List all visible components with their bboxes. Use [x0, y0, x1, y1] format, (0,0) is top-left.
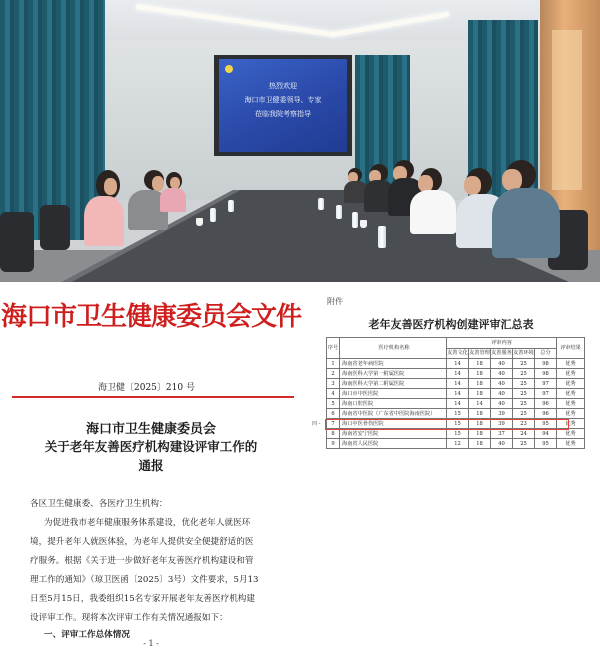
cell-total: 96 [535, 409, 557, 419]
header-grade: 评审结果 [557, 338, 585, 359]
cell-grade: 优秀 [557, 429, 585, 439]
highlight-box [325, 419, 569, 430]
cell-score: 25 [513, 399, 535, 409]
cell-total: 96 [535, 399, 557, 409]
cell-grade: 优秀 [557, 399, 585, 409]
cell-score: 39 [491, 409, 513, 419]
projector-screen [219, 59, 347, 152]
header-name: 医疗机构名称 [340, 338, 447, 359]
cell-name: 海南医科大学第二附属医院 [340, 379, 447, 389]
cell-score: 40 [491, 369, 513, 379]
cell-score: 25 [513, 389, 535, 399]
header-score: 友善环境 [513, 348, 535, 359]
body-line: 为促进我市老年健康服务体系建设，优化老年人就医环 [44, 518, 251, 528]
cell-score: 25 [513, 359, 535, 369]
table-row [327, 429, 585, 439]
cell-grade: 优秀 [557, 409, 585, 419]
cell-score: 40 [491, 439, 513, 449]
cell-name: 海南省安宁医院 [340, 429, 447, 439]
water-bottle [352, 212, 358, 228]
cell-score: 18 [469, 369, 491, 379]
cell-no: 2 [327, 369, 340, 379]
cup [360, 220, 367, 228]
table-row [327, 369, 585, 379]
cell-total: 97 [535, 389, 557, 399]
cell-name: 海南医科大学第一附属医院 [340, 369, 447, 379]
evaluation-table [326, 337, 585, 449]
cell-score: 40 [491, 399, 513, 409]
body-line: 境，提升老年人就医体验，为老年人提供安全便捷舒适的医 [30, 537, 254, 547]
cell-score: 40 [491, 379, 513, 389]
header-score: 友善服务 [491, 348, 513, 359]
screen-line-3: 莅临我院考察指导 [255, 110, 311, 118]
body-line: 设评审工作。现将本次评审工作有关情况通报如下： [30, 613, 228, 623]
cell-score: 14 [447, 389, 469, 399]
cell-score: 18 [469, 429, 491, 439]
header-no: 序号 [327, 338, 340, 359]
cell-score: 18 [469, 419, 491, 429]
screen-line-1: 热烈欢迎 [269, 82, 297, 90]
table-row [327, 389, 585, 399]
cell-grade: 优秀 [557, 369, 585, 379]
cell-score: 25 [513, 379, 535, 389]
header-total: 总分 [535, 348, 557, 359]
header-group: 评审内容 [447, 338, 557, 349]
document-title-line: 通报 [138, 458, 164, 473]
screen-line-2: 海口市卫健委领导、专家 [244, 96, 322, 104]
cell-no: 7 [327, 419, 340, 429]
table-title: 老年友善医疗机构创建评审汇总表 [368, 318, 534, 331]
cell-score: 40 [491, 389, 513, 399]
water-bottle [228, 200, 234, 212]
cell-total: 95 [535, 419, 557, 429]
cell-score: 18 [469, 379, 491, 389]
cell-no: 5 [327, 399, 340, 409]
body-line: 理工作的通知》（琼卫医函〔2025〕3号）文件要求，5月13 [30, 575, 259, 585]
header-score: 友善管理 [469, 348, 491, 359]
chair [0, 212, 34, 272]
document-number: 海卫健〔2025〕210 号 [98, 383, 195, 393]
cell-grade: 优秀 [557, 419, 585, 429]
cell-score: 14 [447, 359, 469, 369]
cell-score: 25 [513, 409, 535, 419]
notice-document [0, 282, 302, 660]
cell-score: 14 [469, 399, 491, 409]
cell-score: 18 [469, 439, 491, 449]
hospital-logo-icon [225, 65, 233, 73]
table-row [327, 409, 585, 419]
section-heading: 一、评审工作总体情况 [44, 630, 130, 640]
cell-no: 6 [327, 409, 340, 419]
cell-score: 14 [447, 369, 469, 379]
document-header: 海口市卫生健康委员会文件 [0, 302, 301, 332]
table-row [327, 399, 585, 409]
cell-total: 95 [535, 439, 557, 449]
cell-score: 18 [469, 359, 491, 369]
water-bottle [378, 226, 386, 248]
cell-grade: 优秀 [557, 389, 585, 399]
cell-name: 海南省中医院（广东省中医院海南医院） [340, 409, 447, 419]
cell-score: 15 [447, 409, 469, 419]
cell-score: 40 [491, 359, 513, 369]
document-title-line: 关于老年友善医疗机构建设评审工作的 [44, 439, 258, 454]
cell-no: 9 [327, 439, 340, 449]
header-score: 友善文化 [447, 348, 469, 359]
cell-total: 94 [535, 429, 557, 439]
cell-score: 18 [469, 389, 491, 399]
cup [196, 218, 203, 226]
cell-score: 14 [447, 399, 469, 409]
cell-no: 8 [327, 429, 340, 439]
annex-label: 附件 [327, 297, 343, 306]
cell-score: 39 [491, 419, 513, 429]
cell-name: 海口市中医医院 [340, 389, 447, 399]
body-line: 日至5月15日，我委组织15名专家开展老年友善医疗机构建 [30, 594, 255, 604]
cell-name: 海口中医骨伤医院 [340, 419, 447, 429]
table-body [327, 359, 585, 449]
cell-name: 海南省人民医院 [340, 439, 447, 449]
cell-name: 海南省老年病医院 [340, 359, 447, 369]
cell-total: 97 [535, 379, 557, 389]
cell-grade: 优秀 [557, 359, 585, 369]
table-row [327, 379, 585, 389]
cell-score: 25 [513, 369, 535, 379]
cell-score: 18 [469, 409, 491, 419]
cell-total: 98 [535, 369, 557, 379]
cell-name: 海南口腔医院 [340, 399, 447, 409]
cell-score: 15 [447, 429, 469, 439]
cell-score: 12 [447, 439, 469, 449]
cell-grade: 优秀 [557, 439, 585, 449]
cell-no: 3 [327, 379, 340, 389]
water-bottle [336, 205, 342, 219]
header-red-line [12, 396, 294, 398]
cell-grade: 优秀 [557, 379, 585, 389]
page-number: - 1 - [143, 639, 159, 648]
cell-score: 24 [513, 429, 535, 439]
cell-score: 37 [491, 429, 513, 439]
meeting-photo [0, 0, 600, 282]
document-title-line: 海口市卫生健康委员会 [85, 422, 216, 437]
cell-score: 23 [513, 419, 535, 429]
cell-no: 4 [327, 389, 340, 399]
salutation: 各区卫生健康委、各医疗卫生机构： [30, 499, 168, 509]
table-row [327, 359, 585, 369]
table-row [327, 439, 585, 449]
table-header-row [327, 338, 585, 349]
evaluation-summary-document [302, 282, 600, 660]
water-bottle [318, 198, 324, 210]
cell-score: 14 [447, 379, 469, 389]
cell-score: 25 [513, 439, 535, 449]
water-bottle [210, 208, 216, 222]
chair [40, 205, 70, 250]
cell-total: 98 [535, 359, 557, 369]
cell-no: 1 [327, 359, 340, 369]
cell-score: 15 [447, 419, 469, 429]
body-line: 疗服务。根据《关于进一步做好老年友善医疗机构建设和管 [30, 556, 254, 566]
side-mark: 四 - [312, 421, 321, 427]
